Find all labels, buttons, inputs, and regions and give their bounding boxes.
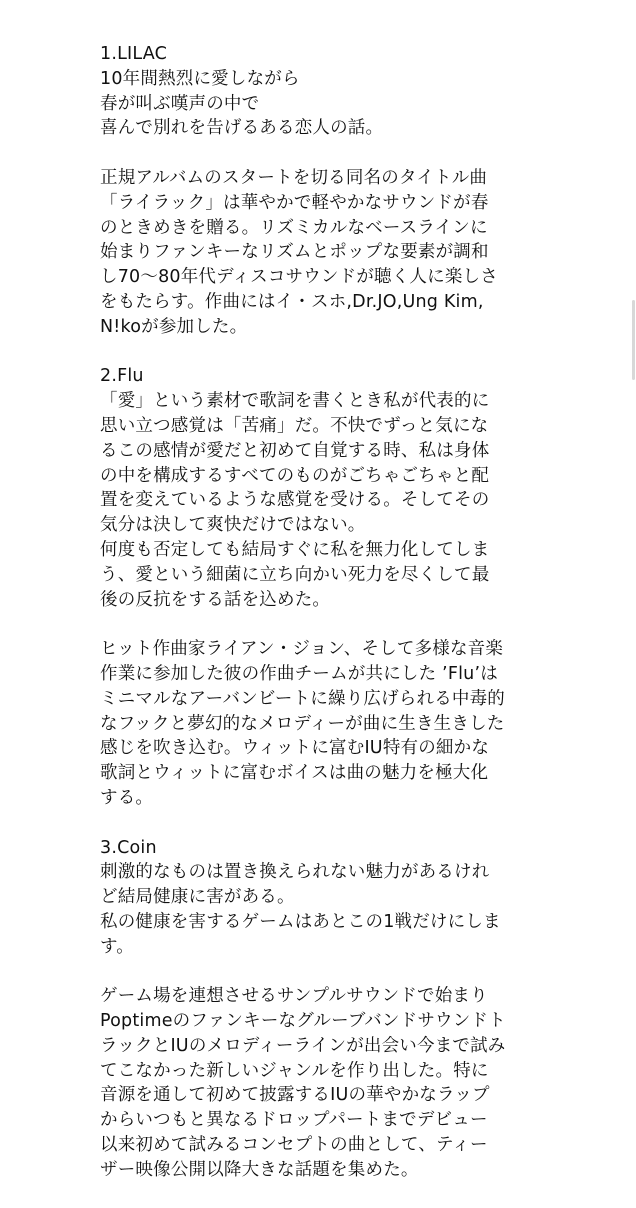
text-line: Poptimeのファンキーなグルーブバンドサウンドト	[100, 1011, 506, 1032]
text-line: 音源を通して初めて披露するIUの華やかなラップ	[100, 1085, 490, 1106]
text-line: をもたらす。作曲にはイ・スホ,Dr.JO,Ung Kim,	[100, 291, 484, 312]
text-line: ラックとIUのメロディーラインが出会い今まで試み	[100, 1035, 506, 1056]
text-line: ゲーム場を連想させるサンプルサウンドで始まり	[100, 986, 488, 1007]
document-body	[100, 42, 540, 1183]
text-line: 後の反抗をする話を込めた。	[100, 589, 331, 610]
text-line: なフックと夢幻的なメロディーが曲に生き生きした	[100, 713, 505, 734]
text-line: てこなかった新しいジャンルを作り出した。特に	[100, 1060, 489, 1081]
text-line: からいつもと異なるドロップパートまでデビュー	[100, 1110, 488, 1131]
text-line: るこの感情が愛だと初めて自覚する時、私は身体	[100, 440, 490, 461]
text-line: し70〜80年代ディスコサウンドが聴く人に楽しさ	[100, 267, 498, 288]
text-line: ザー映像公開以降大きな話題を集めた。	[100, 1159, 419, 1180]
text-line: す。	[100, 936, 134, 957]
text-line: 刺激的なものは置き換えられない魅力があるけれ	[100, 862, 490, 883]
text-line: 「ライラック」は華やかで軽やかなサウンドが春	[100, 192, 489, 213]
text-line: 春が叫ぶ嘆声の中で	[100, 93, 260, 114]
text-line: 作業に参加した彼の作曲チームが共にした ’Flu’は	[100, 663, 498, 684]
text-line: の中を構成するすべてのものがごちゃごちゃと配	[100, 465, 490, 486]
blank-line	[100, 811, 540, 836]
text-line: 私の健康を害するゲームはあとこの1戦だけにしま	[100, 911, 501, 932]
text-line: する。	[100, 787, 154, 808]
text-line: ヒット作曲家ライアン・ジョン、そして多様な音楽	[100, 639, 504, 660]
section-heading: 3.Coin	[100, 837, 157, 858]
scrollbar[interactable]	[632, 300, 635, 380]
text-line: 以来初めて試みるコンセプトの曲として、ティー	[100, 1135, 488, 1156]
text-line: ミニマルなアーバンビートに繰り広げられる中毒的	[100, 688, 505, 709]
text-line: 喜んで別れを告げるある恋人の話。	[100, 118, 384, 139]
section-heading: 1.LILAC	[100, 44, 168, 64]
text-line: う、愛という細菌に立ち向かい死力を尽くして最	[100, 564, 490, 585]
text-line: 思い立つ感覚は「苦痛」だ。不快でずっと気にな	[100, 415, 489, 436]
text-line: 置を変えているような感覚を受ける。そしてその	[100, 490, 490, 511]
text-line: 気分は決して爽快だけではない。	[100, 515, 366, 536]
blank-line	[100, 340, 540, 365]
text-line: 10年間熱烈に愛しながら	[100, 68, 300, 89]
text-line: 歌詞とウィットに富むボイスは曲の魅力を極大化	[100, 763, 489, 784]
text-line: 感じを吹き込む。ウィットに富むIU特有の細かな	[100, 738, 490, 759]
text-line: のときめきを贈る。リズミカルなベースラインに	[100, 217, 488, 238]
blank-line	[100, 612, 540, 637]
text-line: 「愛」という素材で歌詞を書くとき私が代表的に	[100, 391, 490, 412]
blank-line	[100, 959, 540, 984]
blank-line	[100, 141, 540, 166]
text-line: ど結局健康に害がある。	[100, 887, 295, 908]
text-line: 何度も否定しても結局すぐに私を無力化してしま	[100, 539, 490, 560]
section-heading: 2.Flu	[100, 366, 144, 387]
text-line: 始まりファンキーなリズムとポップな要素が調和	[100, 242, 489, 263]
text-line: N!koが参加した。	[100, 316, 248, 337]
text-line: 正規アルバムのスタートを切る同名のタイトル曲	[100, 167, 488, 188]
